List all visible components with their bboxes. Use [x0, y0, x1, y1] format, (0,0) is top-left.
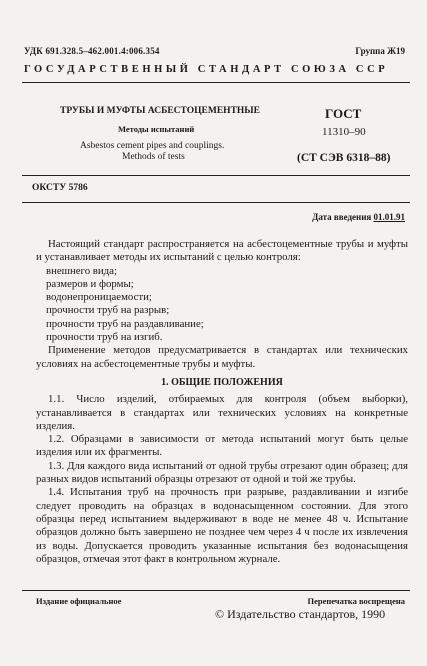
gost-label: ГОСТ	[325, 106, 362, 121]
state-standard-banner: ГОСУДАРСТВЕННЫЙ СТАНДАРТ СОЮЗА ССР	[24, 64, 389, 75]
document-body	[36, 238, 408, 566]
effective-date-value: 01.01.91	[373, 212, 405, 222]
okstu-code: ОКСТУ 5786	[32, 183, 88, 193]
reprint-prohibited-note: Перепечатка воспрещена	[307, 596, 405, 606]
intro-paragraph: Настоящий стандарт распространяется на асбестоцементные трубы и муфты и устанавливает методы их испытаний с целью контроля:	[36, 238, 408, 264]
english-title-line1: Asbestos cement pipes and couplings.	[80, 141, 225, 151]
copyright-notice: © Издательство стандартов, 1990	[215, 607, 386, 621]
list-item: внешнего вида;	[46, 264, 117, 277]
group-code: Группа Ж19	[355, 46, 405, 56]
list-item: прочности труб на раздавливание;	[46, 317, 204, 330]
section-heading: 1. ОБЩИЕ ПОЛОЖЕНИЯ	[161, 376, 283, 388]
clause-1-3: 1.3. Для каждого вида испытаний от одной трубы отрезают один образец; для разных видов испытаний образцы отрезают от одной и той же трубы.	[36, 459, 408, 486]
divider-okstu	[22, 202, 410, 203]
effective-date-label: Дата введения	[312, 212, 372, 222]
clause-1-1: 1.1. Число изделий, отбираемых для контроля (объем выборки), устанавливается в стандартах или технических условиях на конкретные изделия.	[36, 393, 408, 432]
document-title: ТРУБЫ И МУФТЫ АСБЕСТОЦЕМЕНТНЫЕ	[60, 106, 260, 116]
list-item: прочности труб на изгиб.	[46, 331, 163, 344]
effective-date	[312, 212, 405, 222]
divider-top	[22, 82, 410, 83]
clause-1-4: 1.4. Испытания труб на прочность при разрыве, раздавливании и изгибе следует проводить на образцах в водонасыщенном состоянии. Для этого образцы перед испытанием выдерживают в воде не менее 48 ч. Испытание образцов должно быть завершено не позднее чем через 4 ч после их извлечения из воды. Допускается проводить указанные испытания без водонасыщения образцов, отмечая этот факт в контрольном журнале.	[36, 486, 408, 565]
divider-footer	[22, 590, 410, 591]
list-item: размеров и формы;	[46, 277, 134, 290]
document-subtitle: Методы испытаний	[118, 124, 195, 134]
udk-code: УДК 691.328.5–462.001.4:006.354	[24, 46, 160, 56]
gost-number: 11310–90	[322, 126, 366, 138]
divider-title	[22, 175, 410, 176]
english-title-line2: Methods of tests	[122, 152, 185, 162]
list-item: водонепроницаемости;	[46, 291, 152, 304]
official-edition-note: Издание официальное	[36, 596, 122, 606]
st-sev-number: (СТ СЭВ 6318–88)	[297, 152, 391, 164]
list-item: прочности труб на разрыв;	[46, 304, 170, 317]
application-paragraph: Применение методов предусматривается в стандартах или технических условиях на асбестоцементные трубы и муфты.	[36, 344, 408, 370]
clause-1-2: 1.2. Образцами в зависимости от метода испытаний могут быть целые изделия или их фрагменты.	[36, 433, 408, 459]
